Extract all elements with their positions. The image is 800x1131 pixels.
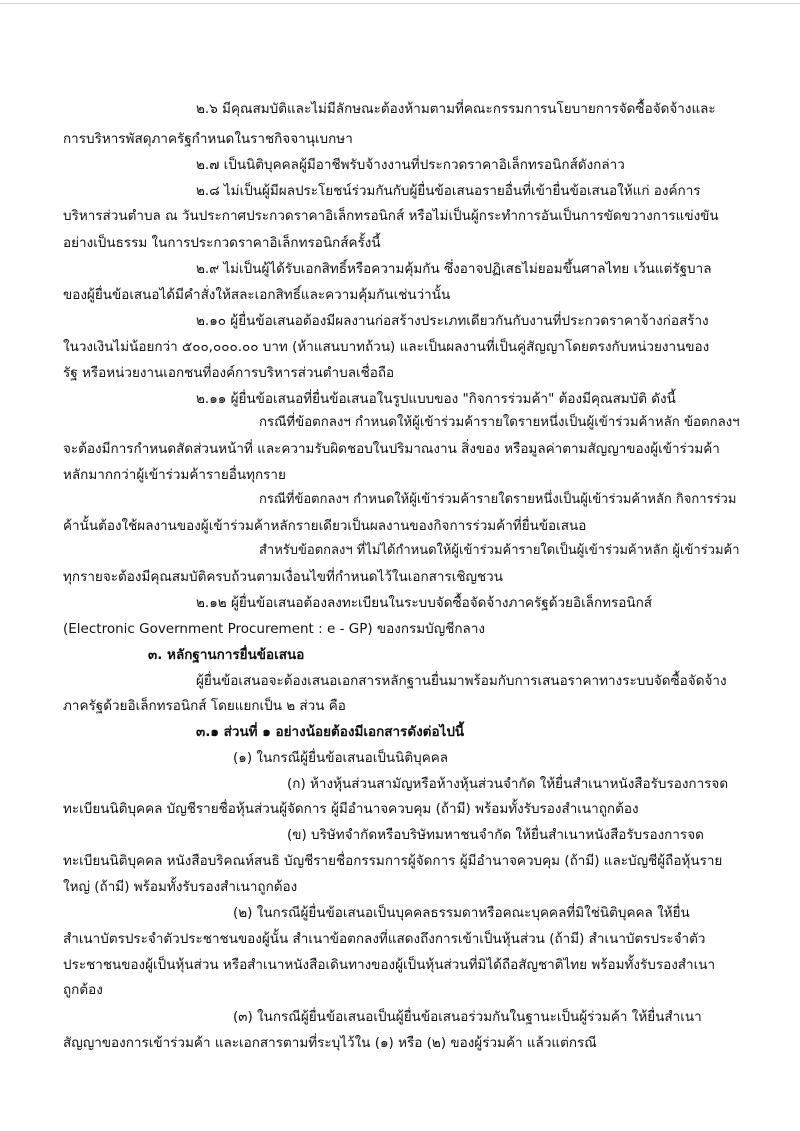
item-1-b-cont-1: ทะเบียนนิติบุคคล หนังสือบริคณห์สนธิ บัญชีรายชื่อกรรมการผู้จัดการ ผู้มีอำนาจควบคุม (ถ้ามี) และบัญชีผู้ถือหุ้นราย xyxy=(63,853,723,869)
section-3-1-heading: ๓.๑ ส่วนที่ ๑ อย่างน้อยต้องมีเอกสารดังต่อไปนี้ xyxy=(196,724,465,740)
item-2-cont-1: สำเนาบัตรประจำตัวประชาชนของผู้นั้น สำเนาข้อตกลงที่แสดงถึงการเข้าเป็นหุ้นส่วน (ถ้ามี) สำเนาบัตรประจำตัว xyxy=(63,931,706,947)
clause-2-12: ๒.๑๒ ผู้ยื่นข้อเสนอต้องลงทะเบียนในระบบจัดซื้อจัดจ้างภาครัฐด้วยอิเล็กทรอนิกส์ xyxy=(196,595,653,611)
clause-2-12-cont: (Electronic Government Procurement : e - GP) ของกรมบัญชีกลาง xyxy=(63,621,486,637)
clause-2-8-cont-2: อย่างเป็นธรรม ในการประกวดราคาอิเล็กทรอนิกส์ครั้งนี้ xyxy=(63,235,381,251)
clause-2-10-cont-2: รัฐ หรือหน่วยงานเอกชนที่องค์การบริหารส่วนตำบลเชื่อถือ xyxy=(63,365,395,381)
item-3: (๓) ในกรณีผู้ยื่นข้อเสนอเป็นผู้ยื่นข้อเสนอร่วมกันในฐานะเป็นผู้ร่วมค้า ให้ยื่นสำเนา xyxy=(233,1009,702,1025)
item-1: (๑) ในกรณีผู้ยื่นข้อเสนอเป็นนิติบุคคล xyxy=(233,750,449,766)
item-2-cont-3: ถูกต้อง xyxy=(63,982,103,998)
clause-2-9: ๒.๙ ไม่เป็นผู้ได้รับเอกสิทธิ์หรือความคุ้มกัน ซึ่งอาจปฏิเสธไม่ยอมขึ้นศาลไทย เว้นแต่รัฐบาล xyxy=(196,261,712,277)
item-1-a: (ก) ห้างหุ้นส่วนสามัญหรือห้างหุ้นส่วนจำกัด ให้ยื่นสำเนาหนังสือรับรองการจด xyxy=(287,776,729,792)
clause-2-6: ๒.๖ มีคุณสมบัติและไม่มีลักษณะต้องห้ามตามที่คณะกรรมการนโยบายการจัดซื้อจัดจ้างและ xyxy=(196,101,716,117)
item-1-b: (ข) บริษัทจำกัดหรือบริษัทมหาชนจำกัด ให้ยื่นสำเนาหนังสือรับรองการจด xyxy=(287,827,704,843)
item-2-cont-2: ประชาชนของผู้เป็นหุ้นส่วน หรือสำเนาหนังสือเดินทางของผู้เป็นหุ้นส่วนที่มิได้ถือสัญชาติไทย พร้อมทั้งรับรองสำเนา xyxy=(63,957,716,973)
clause-2-11: ๒.๑๑ ผู้ยื่นข้อเสนอที่ยื่นข้อเสนอในรูปแบบของ "กิจการร่วมค้า" ต้องมีคุณสมบัติ ดังนี้ xyxy=(196,391,676,407)
section-3-intro: ผู้ยื่นข้อเสนอจะต้องเสนอเอกสารหลักฐานยื่นมาพร้อมกับการเสนอราคาทางระบบจัดซื้อจัดจ้าง xyxy=(196,673,727,689)
item-2: (๒) ในกรณีผู้ยื่นข้อเสนอเป็นบุคคลธรรมดาหรือคณะบุคคลที่มิใช่นิติบุคคล ให้ยื่น xyxy=(233,905,690,921)
clause-2-11-para-3: สำหรับข้อตกลงฯ ที่ไม่ได้กำหนดให้ผู้เข้าร่วมค้ารายใดเป็นผู้เข้าร่วมค้าหลัก ผู้เข้าร่วมค้า xyxy=(259,543,740,558)
clause-2-11-para-2: กรณีที่ข้อตกลงฯ กำหนดให้ผู้เข้าร่วมค้ารายใดรายหนึ่งเป็นผู้เข้าร่วมค้าหลัก กิจการร่วม xyxy=(259,492,737,507)
item-1-b-cont-2: ใหญ่ (ถ้ามี) พร้อมทั้งรับรองสำเนาถูกต้อง xyxy=(63,879,298,895)
clause-2-11-para-2-cont: ค้านั้นต้องใช้ผลงานของผู้เข้าร่วมค้าหลักรายเดียวเป็นผลงานของกิจการร่วมค้าที่ยื่นข้อเสนอ xyxy=(63,518,587,534)
section-3-intro-cont: ภาครัฐด้วยอิเล็กทรอนิกส์ โดยแยกเป็น ๒ ส่วน คือ xyxy=(63,698,346,714)
clause-2-8-cont-1: บริหารส่วนตำบล ณ วันประกาศประกวดราคาอิเล็กทรอนิกส์ หรือไม่เป็นผู้กระทำการอันเป็นการขัดขวางการแข่งขัน xyxy=(63,208,719,224)
clause-2-8: ๒.๘ ไม่เป็นผู้มีผลประโยชน์ร่วมกันกับผู้ยื่นข้อเสนอรายอื่นที่เข้ายื่นข้อเสนอให้แก่ องค์การ xyxy=(196,183,701,199)
clause-2-11-para-3-cont: ทุกรายจะต้องมีคุณสมบัติครบถ้วนตามเงื่อนไขที่กำหนดไว้ในเอกสารเชิญชวน xyxy=(63,569,503,585)
clause-2-10-cont-1: ในวงเงินไม่น้อยกว่า ๕๐๐,๐๐๐.๐๐ บาท (ห้าแสนบาทถ้วน) และเป็นผลงานที่เป็นคู่สัญญาโดยตรงกับหน่วยงานของ xyxy=(63,339,710,355)
page-top-divider xyxy=(0,3,800,4)
item-1-a-cont: ทะเบียนนิติบุคคล บัญชีรายชื่อหุ้นส่วนผู้จัดการ ผู้มีอำนาจควบคุม (ถ้ามี) พร้อมทั้งรับรองสำเนาถูกต้อง xyxy=(63,801,639,817)
clause-2-7: ๒.๗ เป็นนิติบุคคลผู้มีอาชีพรับจ้างงานที่ประกวดราคาอิเล็กทรอนิกส์ดังกล่าว xyxy=(196,157,625,173)
clause-2-11-para-1-cont-2: หลักมากกว่าผู้เข้าร่วมค้ารายอื่นทุกราย xyxy=(63,467,286,483)
clause-2-11-para-1-cont-1: จะต้องมีการกำหนดสัดส่วนหน้าที่ และความรับผิดชอบในปริมาณงาน สิ่งของ หรือมูลค่าตามสัญญาของผู้เข้าร่วมค้า xyxy=(63,441,720,457)
clause-2-11-para-1: กรณีที่ข้อตกลงฯ กำหนดให้ผู้เข้าร่วมค้ารายใดรายหนึ่งเป็นผู้เข้าร่วมค้าหลัก ข้อตกลงฯ xyxy=(259,415,740,430)
clause-2-10: ๒.๑๐ ผู้ยื่นข้อเสนอต้องมีผลงานก่อสร้างประเภทเดียวกันกับงานที่ประกวดราคาจ้างก่อสร้าง xyxy=(196,313,709,329)
clause-2-9-cont: ของผู้ยื่นข้อเสนอได้มีคำสั่งให้สละเอกสิทธิ์และความคุ้มกันเช่นว่านั้น xyxy=(63,287,451,303)
clause-2-6-cont: การบริหารพัสดุภาครัฐกำหนดในราชกิจจานุเบกษา xyxy=(63,131,353,147)
section-3-heading: ๓. หลักฐานการยื่นข้อเสนอ xyxy=(148,647,305,663)
item-3-cont: สัญญาของการเข้าร่วมค้า และเอกสารตามที่ระบุไว้ใน (๑) หรือ (๒) ของผู้ร่วมค้า แล้วแต่กรณี xyxy=(63,1035,597,1051)
